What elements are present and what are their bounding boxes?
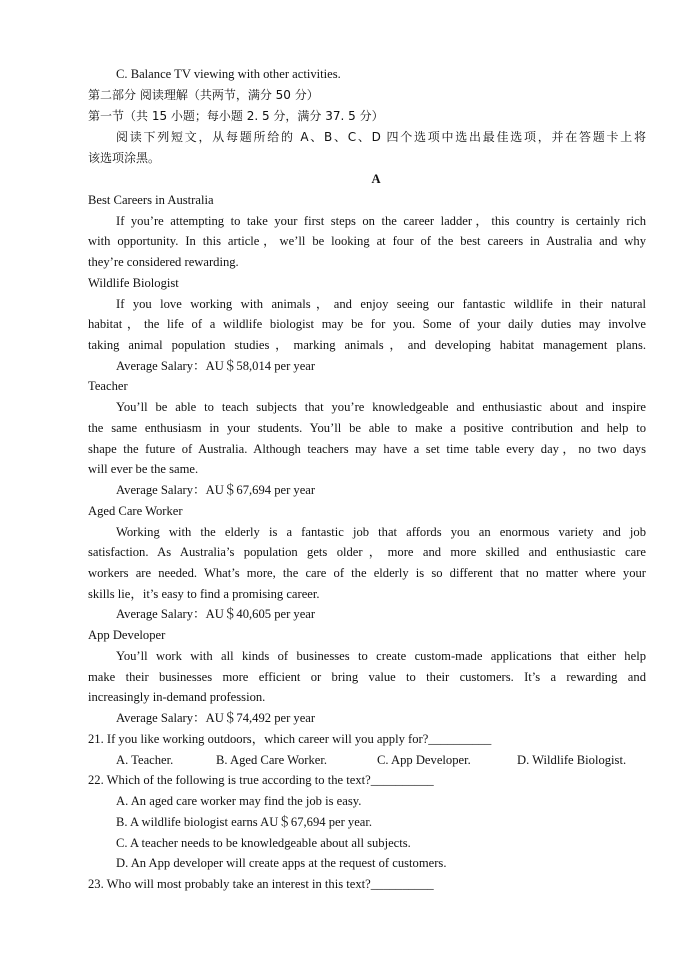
paragraph-line: Working with the elderly is a fantastic job that affords you an enormous variety and job <box>116 525 646 539</box>
instruction-line-2: 该选项涂黑。 <box>88 151 161 165</box>
career-heading-wildlife-biologist: Wildlife Biologist <box>88 276 179 290</box>
paragraph-line: workers are needed. What’s more, the care of the elderly is so different that no matter where your <box>88 566 646 580</box>
career-heading-teacher: Teacher <box>88 379 128 393</box>
passage-title: Best Careers in Australia <box>88 193 214 207</box>
paragraph-line: If you’re attempting to take your first steps on the career ladder，this country is certainly rich <box>116 214 646 228</box>
question-23-stem: 23. Who will most probably take an interest in this text?__________ <box>88 877 434 891</box>
question-22-stem: 22. Which of the following is true according to the text?__________ <box>88 773 434 787</box>
paragraph-line: they’re considered rewarding. <box>88 255 239 269</box>
salary-line: Average Salary：AU＄67,694 per year <box>116 483 316 497</box>
section1-header: 第一节（共 15 小题；每小题 2. 5 分，满分 37. 5 分） <box>88 109 384 123</box>
paragraph-line: make their businesses more efficient or bring value to their customers. It’s a rewarding and <box>88 670 646 684</box>
career-heading-app-developer: App Developer <box>88 628 166 642</box>
salary-line: Average Salary：AU＄58,014 per year <box>116 359 316 373</box>
paragraph-line: shape the future of Australia. Although teachers may have a set time table every day，no two days <box>88 442 646 456</box>
salary-line: Average Salary：AU＄74,492 per year <box>116 711 316 725</box>
question-21-option-a: A. Teacher. <box>116 753 174 767</box>
question-21-stem: 21. If you like working outdoors，which career will you apply for?__________ <box>88 732 492 746</box>
career-heading-aged-care-worker: Aged Care Worker <box>88 504 183 518</box>
passage-label: A <box>371 172 381 186</box>
question-22-option-a: A. An aged care worker may find the job is easy. <box>116 794 362 808</box>
paragraph-line: increasingly in-demand profession. <box>88 690 266 704</box>
question-22-option-c: C. A teacher needs to be knowledgeable about all subjects. <box>116 836 411 850</box>
paragraph-line: taking animal population studies，marking animals，and developing habitat management plans. <box>88 338 646 352</box>
previous-question-option: C. Balance TV viewing with other activities. <box>116 67 341 81</box>
paragraph-line: satisfaction. As Australia’s population gets older，more and more skilled and enthusiastic care <box>88 545 646 559</box>
paragraph-line: skills lie，it’s easy to find a promising career. <box>88 587 320 601</box>
salary-line: Average Salary：AU＄40,605 per year <box>116 607 316 621</box>
paragraph-line: If you love working with animals，and enjoy seeing our fantastic wildlife in their natural <box>116 297 646 311</box>
question-21-option-d: D. Wildlife Biologist. <box>517 753 627 767</box>
instruction-line-1: 阅读下列短文，从每题所给的 A、B、C、D 四个选项中选出最佳选项，并在答题卡上将 <box>116 130 646 144</box>
paragraph-line: You’ll be able to teach subjects that you’re knowledgeable and enthusiastic about and inspire <box>116 400 646 414</box>
question-21-option-c: C. App Developer. <box>377 753 471 767</box>
question-22-option-d: D. An App developer will create apps at the request of customers. <box>116 856 447 870</box>
part2-header: 第二部分 阅读理解（共两节，满分 50 分） <box>88 88 319 102</box>
question-21-option-b: B. Aged Care Worker. <box>216 753 328 767</box>
paragraph-line: the same enthusiasm in your students. You’ll be able to make a positive contribution and help to <box>88 421 646 435</box>
paragraph-line: with opportunity. In this article，we’ll be looking at four of the best careers in Australia and why <box>88 234 646 248</box>
paragraph-line: You’ll work with all kinds of businesses to create custom-made applications that either help <box>116 649 646 663</box>
paragraph-line: will ever be the same. <box>88 462 199 476</box>
paragraph-line: habitat，the life of a wildlife biologist may be for you. Some of your daily duties may involve <box>88 317 646 331</box>
question-22-option-b: B. A wildlife biologist earns AU＄67,694 per year. <box>116 815 373 829</box>
